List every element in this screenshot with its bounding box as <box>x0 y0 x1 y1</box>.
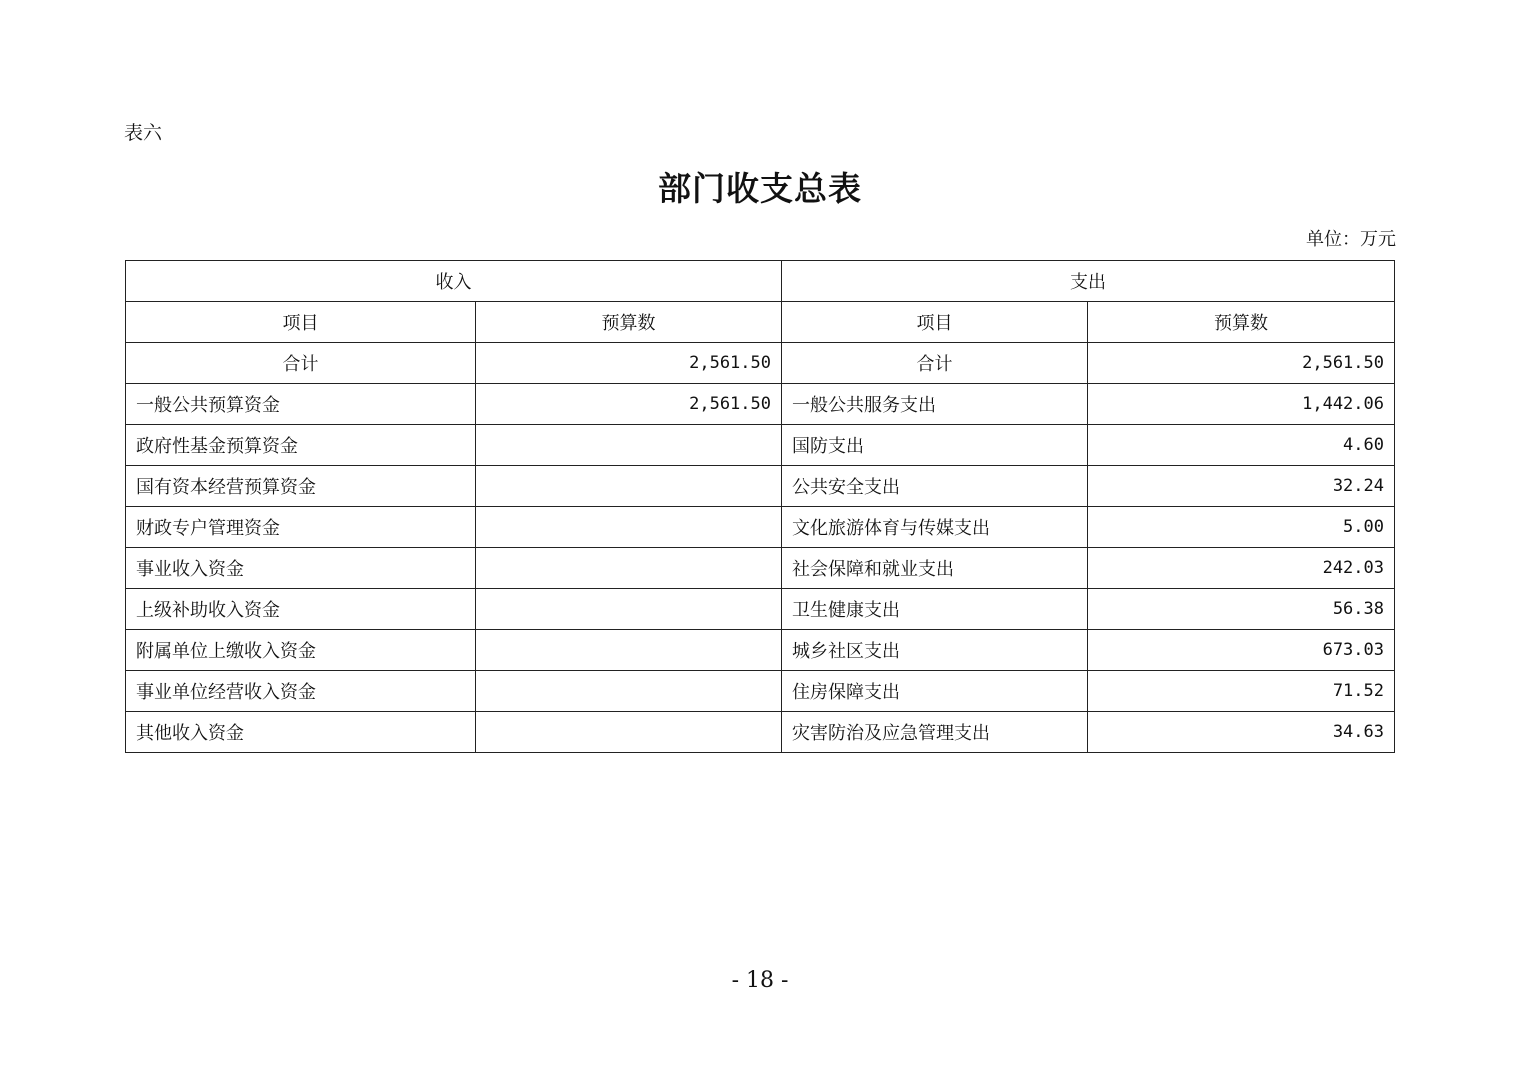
expense-item-header: 项目 <box>782 302 1088 343</box>
income-item: 事业收入资金 <box>126 548 476 589</box>
section-header-row <box>126 261 1395 302</box>
table-row <box>126 548 1395 589</box>
expense-item: 公共安全支出 <box>782 466 1088 507</box>
expense-item: 灾害防治及应急管理支出 <box>782 712 1088 753</box>
income-item: 附属单位上缴收入资金 <box>126 630 476 671</box>
budget-summary-table <box>125 260 1395 753</box>
table-row <box>126 384 1395 425</box>
income-total-value: 2,561.50 <box>476 343 782 384</box>
income-item: 上级补助收入资金 <box>126 589 476 630</box>
income-item: 财政专户管理资金 <box>126 507 476 548</box>
unit-note: 单位：万元 <box>1306 229 1396 250</box>
expense-item: 国防支出 <box>782 425 1088 466</box>
expense-value: 71.52 <box>1088 671 1395 712</box>
income-budget-header: 预算数 <box>476 302 782 343</box>
expense-value: 32.24 <box>1088 466 1395 507</box>
income-value <box>476 712 782 753</box>
expense-section-header: 支出 <box>782 261 1395 302</box>
income-item-header: 项目 <box>126 302 476 343</box>
income-item: 其他收入资金 <box>126 712 476 753</box>
expense-value: 34.63 <box>1088 712 1395 753</box>
income-value: 2,561.50 <box>476 384 782 425</box>
expense-item: 文化旅游体育与传媒支出 <box>782 507 1088 548</box>
table-row <box>126 507 1395 548</box>
income-item: 一般公共预算资金 <box>126 384 476 425</box>
expense-item: 社会保障和就业支出 <box>782 548 1088 589</box>
income-section-header: 收入 <box>126 261 782 302</box>
income-value <box>476 671 782 712</box>
expense-total-label: 合计 <box>782 343 1088 384</box>
expense-item: 住房保障支出 <box>782 671 1088 712</box>
income-item: 政府性基金预算资金 <box>126 425 476 466</box>
table-row <box>126 630 1395 671</box>
income-value <box>476 589 782 630</box>
expense-item: 城乡社区支出 <box>782 630 1088 671</box>
expense-value: 5.00 <box>1088 507 1395 548</box>
income-item: 国有资本经营预算资金 <box>126 466 476 507</box>
income-item: 事业单位经营收入资金 <box>126 671 476 712</box>
table-row <box>126 589 1395 630</box>
expense-value: 242.03 <box>1088 548 1395 589</box>
table-label: 表六 <box>124 122 163 144</box>
income-total-label: 合计 <box>126 343 476 384</box>
expense-total-value: 2,561.50 <box>1088 343 1395 384</box>
expense-value: 4.60 <box>1088 425 1395 466</box>
income-value <box>476 507 782 548</box>
table-row <box>126 712 1395 753</box>
expense-value: 673.03 <box>1088 630 1395 671</box>
page-number: - 18 - <box>731 968 789 993</box>
page-title: 部门收支总表 <box>658 169 862 208</box>
income-value <box>476 425 782 466</box>
expense-value: 56.38 <box>1088 589 1395 630</box>
expense-item: 卫生健康支出 <box>782 589 1088 630</box>
expense-item: 一般公共服务支出 <box>782 384 1088 425</box>
income-value <box>476 630 782 671</box>
table-row <box>126 671 1395 712</box>
table-row <box>126 425 1395 466</box>
total-row <box>126 343 1395 384</box>
column-header-row <box>126 302 1395 343</box>
table-body <box>126 261 1395 753</box>
expense-value: 1,442.06 <box>1088 384 1395 425</box>
expense-budget-header: 预算数 <box>1088 302 1395 343</box>
income-value <box>476 548 782 589</box>
table-row <box>126 466 1395 507</box>
income-value <box>476 466 782 507</box>
